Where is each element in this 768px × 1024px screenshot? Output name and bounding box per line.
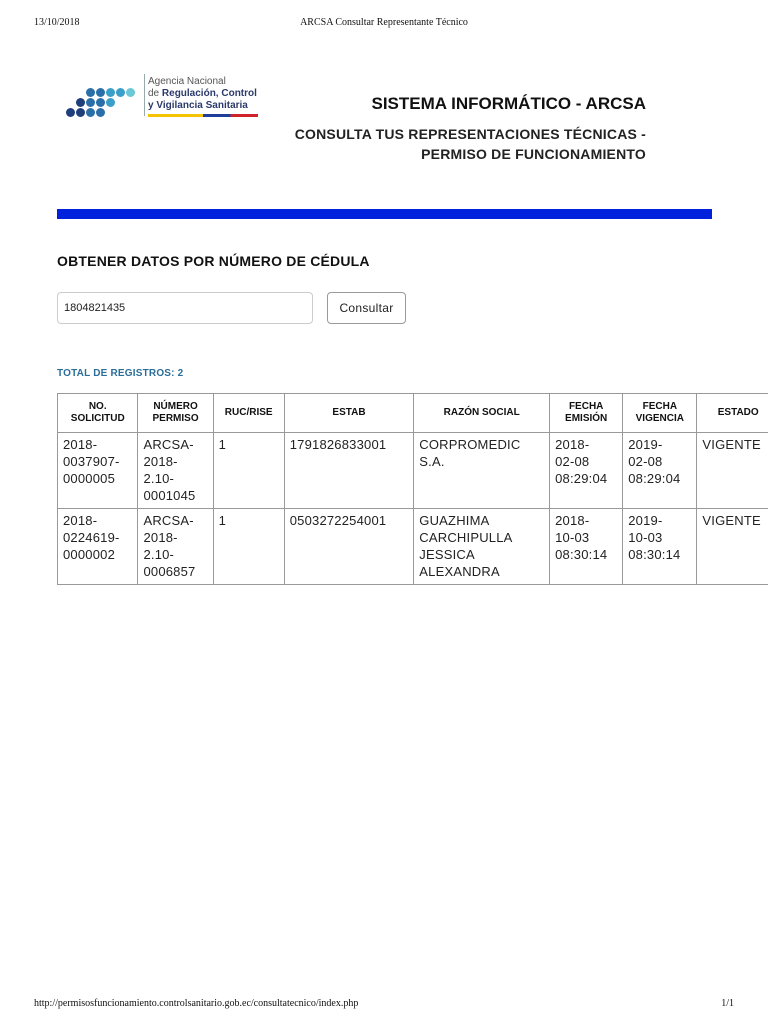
logo-dot [66,108,75,117]
cedula-input[interactable] [57,292,313,324]
logo-dot [76,98,85,107]
logo-line-2-prefix: de [148,88,162,99]
column-header: FECHA VIGENCIA [623,394,697,433]
cell-fecha-emision: 2018- 10-03 08:30:14 [550,509,623,585]
table-row [58,509,768,585]
column-header: RUC/RISE [213,394,284,433]
cell-solicitud: 2018- 0037907- 0000005 [58,433,138,509]
logo-dot [96,108,105,117]
print-header [34,17,734,31]
cell-estado: VIGENTE [697,509,768,585]
logo-dot [106,88,115,97]
cell-ruc-rise: 1 [213,433,284,509]
consultar-button[interactable]: Consultar [327,292,406,324]
total-records-label: TOTAL DE REGISTROS: 2 [57,368,184,379]
logo-dot [76,108,85,117]
page-subtitle: CONSULTA TUS REPRESENTACIONES TÉCNICAS - PERMISO DE FUNCIONAMIENTO [294,126,646,162]
system-title: SISTEMA INFORMÁTICO - ARCSA [371,94,646,113]
column-header: NÚMERO PERMISO [138,394,213,433]
cell-razon-social: GUAZHIMA CARCHIPULLA JESSICA ALEXANDRA [414,509,550,585]
print-footer [34,998,734,1012]
logo-line-2-bold: Regulación, Control [161,88,257,99]
logo-dots-icon [66,84,140,118]
print-document-title: ARCSA Consultar Representante Técnico [300,17,468,28]
print-url: http://permisosfuncionamiento.controlsanitario.gob.ec/consultatecnico/index.php [34,998,359,1009]
logo-divider [144,74,145,116]
logo-dot [86,98,95,107]
cell-fecha-vigencia: 2019- 02-08 08:29:04 [623,433,697,509]
column-header: RAZÓN SOCIAL [414,394,550,433]
logo-dot [126,88,135,97]
logo-dot [86,88,95,97]
cell-ruc-rise: 1 [213,509,284,585]
logo-text [148,76,257,112]
table-row [58,433,768,509]
cell-razon-social: CORPROMEDIC S.A. [414,433,550,509]
cell-fecha-vigencia: 2019- 10-03 08:30:14 [623,509,697,585]
logo-dot [86,108,95,117]
column-header: ESTAB [284,394,414,433]
logo-flag-stripe [148,114,258,117]
column-header: ESTADO [697,394,768,433]
cell-permiso: ARCSA- 2018- 2.10- 0006857 [138,509,213,585]
column-header: NO. SOLICITUD [58,394,138,433]
logo-dot [116,88,125,97]
print-date: 13/10/2018 [34,17,80,28]
logo-dot [96,88,105,97]
cell-estab: 0503272254001 [284,509,414,585]
cell-estado: VIGENTE [697,433,768,509]
arcsa-logo [66,74,266,122]
section-title: OBTENER DATOS POR NÚMERO DE CÉDULA [57,253,370,269]
logo-line-2 [148,88,257,100]
results-table [57,393,768,585]
cell-fecha-emision: 2018- 02-08 08:29:04 [550,433,623,509]
logo-line-1: Agencia Nacional [148,76,226,87]
cell-estab: 1791826833001 [284,433,414,509]
logo-dot [96,98,105,107]
logo-line-3: y Vigilancia Sanitaria [148,100,248,111]
table-header-row [58,394,768,433]
header-divider-band [57,209,712,219]
cell-permiso: ARCSA- 2018- 2.10- 0001045 [138,433,213,509]
cell-solicitud: 2018- 0224619- 0000002 [58,509,138,585]
column-header: FECHA EMISIÓN [550,394,623,433]
logo-dot [106,98,115,107]
print-page-number: 1/1 [721,998,734,1009]
